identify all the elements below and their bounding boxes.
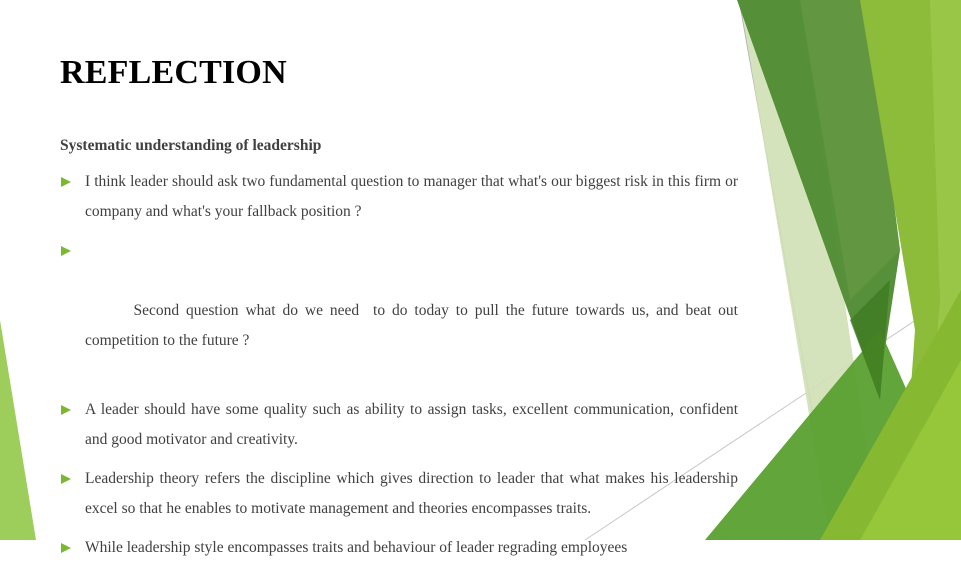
slide-subtitle: Systematic understanding of leadership	[60, 137, 322, 154]
slide-content	[60, 135, 742, 572]
left-green-sliver	[0, 320, 36, 540]
bullet-item	[60, 395, 738, 455]
triangle-right-icon	[61, 177, 71, 187]
triangle-right-icon	[61, 543, 71, 553]
triangle-right-icon	[61, 405, 71, 415]
bullet-text: A leader should have some quality such as ability to assign tasks, excellent communication, confident and good motivator and creativity.	[85, 401, 738, 448]
triangle-right-icon	[61, 474, 71, 484]
bullet-list	[60, 167, 742, 563]
bullet-text: Leadership theory refers the discipline which gives direction to leader that what makes his leadership excel so that he enables to motivate management and theories encompasses traits.	[85, 470, 738, 517]
bullet-item	[60, 236, 742, 386]
triangle-right-icon	[61, 246, 71, 256]
bullet-text: I think leader should ask two fundamental question to manager that what's our biggest risk in this firm or company and what's your fallback position ?	[85, 173, 738, 220]
bullet-item	[60, 464, 738, 524]
bullet-text: Second question what do we need to do today to pull the future towards us, and beat out competition to the future ?	[85, 302, 742, 349]
slide-title: REFLECTION	[60, 54, 287, 91]
bullet-item	[60, 167, 738, 227]
bullet-text: While leadership style encompasses traits and behaviour of leader regrading employees	[85, 539, 628, 556]
bullet-item	[60, 533, 738, 563]
